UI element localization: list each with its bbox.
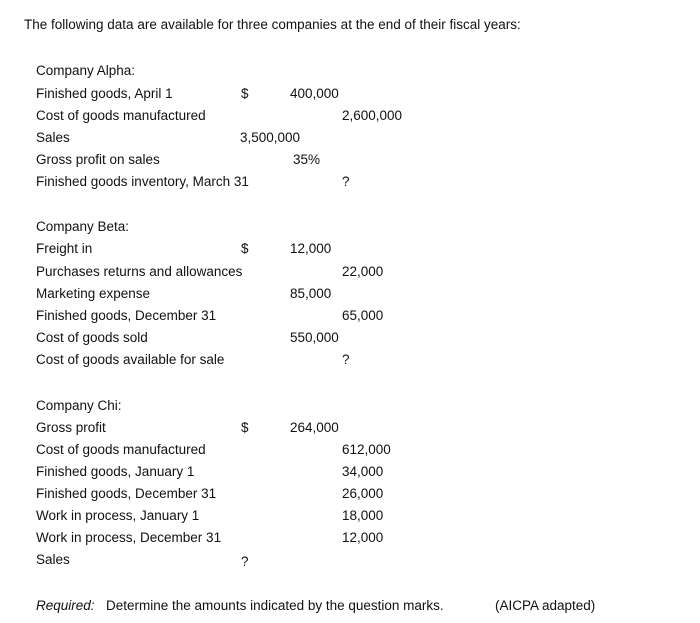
row-value: 12,000 xyxy=(342,530,384,545)
row-label: Gross profit on sales xyxy=(36,152,160,167)
row-value: 26,000 xyxy=(342,486,384,501)
row-label: Freight in xyxy=(36,241,93,256)
dollar-sign: $ xyxy=(241,86,249,101)
row-label: Cost of goods available for sale xyxy=(36,352,225,367)
row-label: Sales xyxy=(36,130,70,145)
required-text: Determine the amounts indicated by the question marks. xyxy=(106,598,444,613)
row-value: ? xyxy=(241,554,249,569)
source-note: (AICPA adapted) xyxy=(495,598,596,613)
row-value: 612,000 xyxy=(342,442,391,457)
row-value: 35% xyxy=(293,152,321,167)
row-label: Finished goods, April 1 xyxy=(36,86,173,101)
row-value: 400,000 xyxy=(290,86,339,101)
row-value: 2,600,000 xyxy=(342,108,403,123)
row-value: 34,000 xyxy=(342,464,384,479)
row-value: 550,000 xyxy=(290,330,339,345)
row-value: 65,000 xyxy=(342,308,384,323)
row-label: Sales xyxy=(36,552,70,567)
row-value: 12,000 xyxy=(290,241,332,256)
row-label: Finished goods, January 1 xyxy=(36,464,195,479)
section-heading: Company Beta: xyxy=(36,219,130,234)
row-value: ? xyxy=(342,174,350,189)
section-heading: Company Alpha: xyxy=(36,63,136,78)
row-label: Marketing expense xyxy=(36,286,151,301)
row-label: Cost of goods manufactured xyxy=(36,108,206,123)
intro-text: The following data are available for three companies at the end of their fiscal years: xyxy=(24,17,521,32)
row-value: 18,000 xyxy=(342,508,384,523)
row-value: 85,000 xyxy=(290,286,332,301)
row-label: Cost of goods manufactured xyxy=(36,442,206,457)
row-label: Purchases returns and allowances xyxy=(36,264,243,279)
row-value: 264,000 xyxy=(290,420,339,435)
row-label: Finished goods inventory, March 31 xyxy=(36,174,249,189)
required-label: Required: xyxy=(36,598,95,613)
row-label: Finished goods, December 31 xyxy=(36,308,217,323)
dollar-sign: $ xyxy=(241,241,249,256)
row-value: 22,000 xyxy=(342,264,384,279)
row-label: Finished goods, December 31 xyxy=(36,486,217,501)
row-value: 3,500,000 xyxy=(240,130,301,145)
row-label: Work in process, December 31 xyxy=(36,530,222,545)
section-heading: Company Chi: xyxy=(36,398,122,413)
row-label: Work in process, January 1 xyxy=(36,508,200,523)
row-label: Cost of goods sold xyxy=(36,330,148,345)
row-value: ? xyxy=(342,352,350,367)
dollar-sign: $ xyxy=(241,420,249,435)
row-label: Gross profit xyxy=(36,420,106,435)
